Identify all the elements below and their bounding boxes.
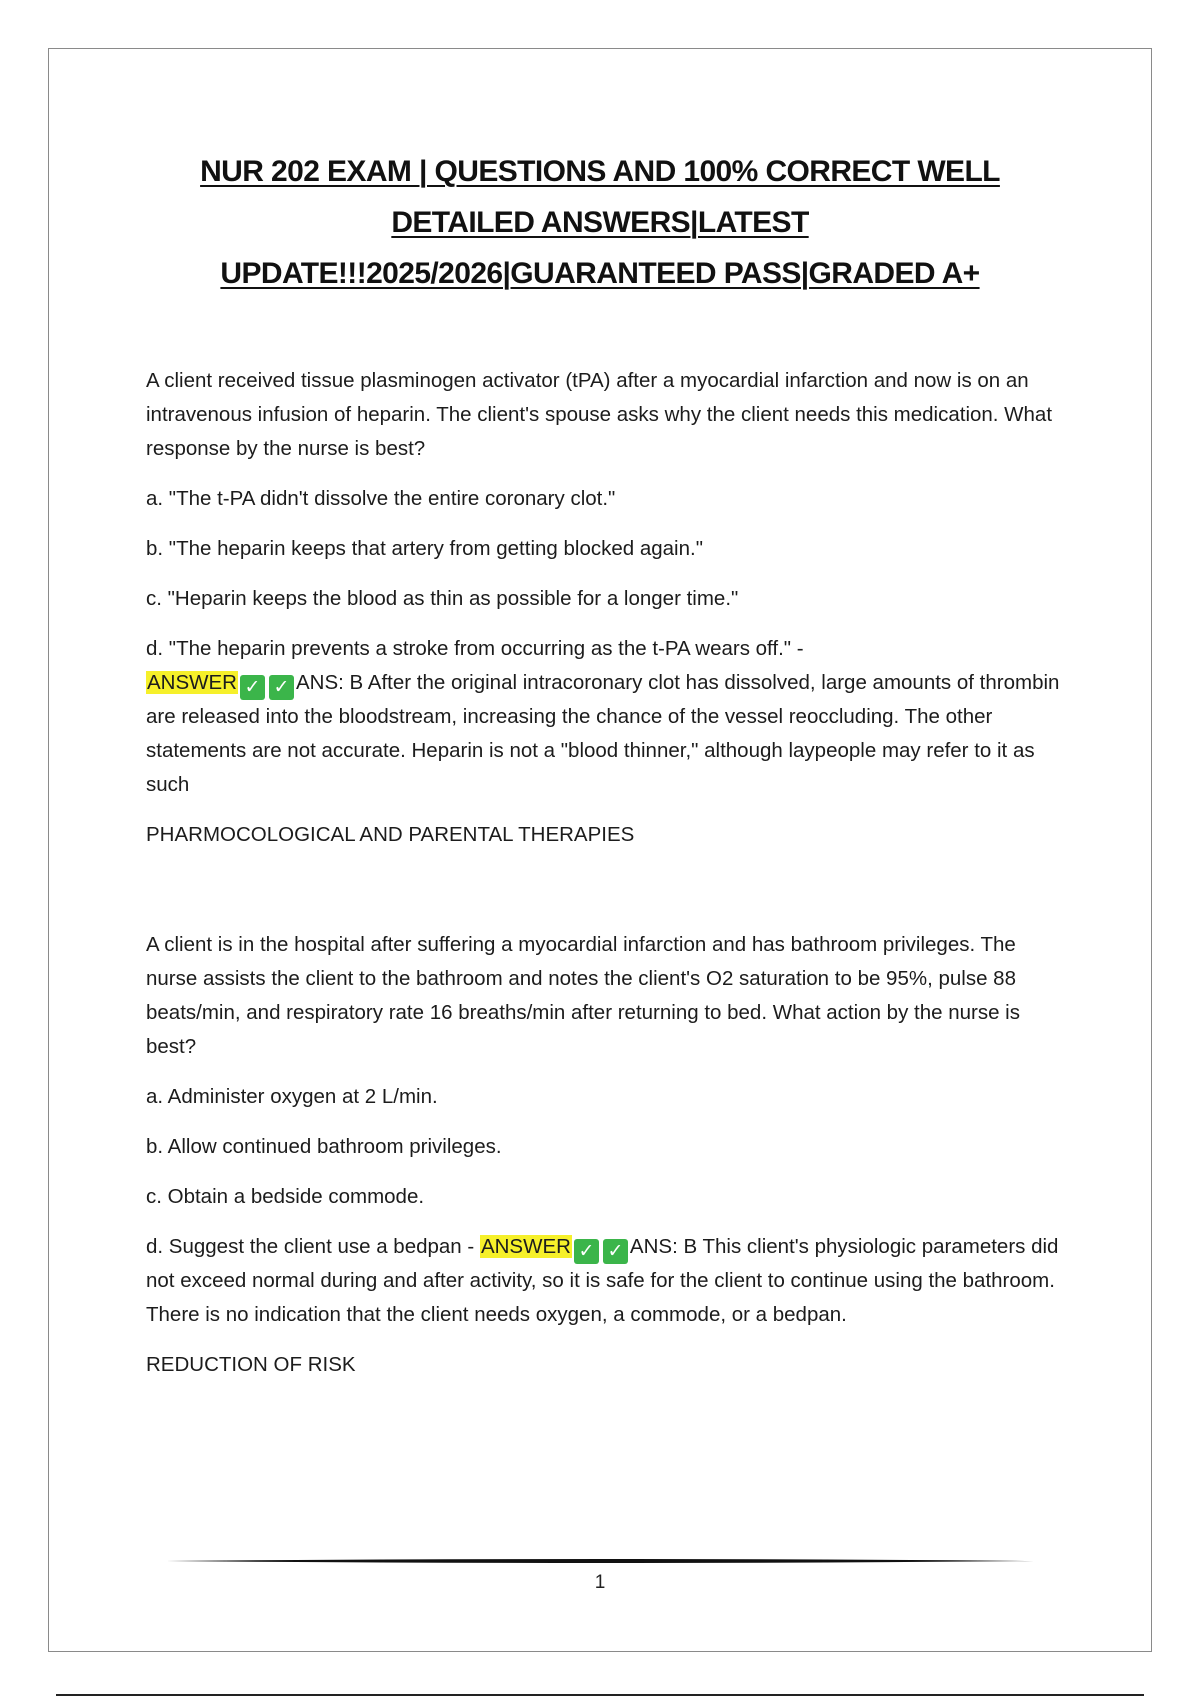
- check-mark-icon: ✓: [240, 675, 265, 700]
- answer-highlight: ANSWER: [480, 1235, 571, 1258]
- option-b: b. Allow continued bathroom privileges.: [146, 1135, 502, 1158]
- question-stem: A client is in the hospital after suffering a myocardial infarction and has bathroom privileges. The nurse assists the client to the bathroom and notes the client's O2 saturation to be 95%, pulse 88 beats/min, and respiratory rate 16 breaths/min after returning to bed. What action by the nurse is best?: [146, 933, 1020, 1058]
- check-mark-icon: ✓: [574, 1239, 599, 1264]
- option-a: a. "The t-PA didn't dissolve the entire coronary clot.": [146, 487, 616, 510]
- answer-rationale: ANS: B This client's physiologic parameters did not exceed normal during and after activity, so it is safe for the client to continue using the bathroom. There is no indication that the client needs oxygen, a commode, or a bedpan.: [146, 1235, 1059, 1326]
- option-d-with-answer: [146, 1230, 1066, 1332]
- option-c: c. Obtain a bedside commode.: [146, 1185, 425, 1208]
- category-label: PHARMOCOLOGICAL AND PARENTAL THERAPIES: [146, 823, 635, 846]
- option-d: d. Suggest the client use a bedpan -: [146, 1235, 475, 1258]
- footer-divider: [166, 1558, 1034, 1564]
- option-b: b. "The heparin keeps that artery from getting blocked again.": [146, 537, 703, 560]
- category-label: REDUCTION OF RISK: [146, 1353, 356, 1376]
- answer-highlight: ANSWER: [147, 671, 237, 694]
- option-c: c. "Heparin keeps the blood as thin as possible for a longer time.": [146, 587, 739, 610]
- page-bottom-rule: [56, 1694, 1144, 1696]
- option-d: d. "The heparin prevents a stroke from occurring as the t-PA wears off." -: [146, 637, 804, 660]
- title-line-2: DETAILED ANSWERS|LATEST: [391, 206, 809, 239]
- question-stem: A client received tissue plasminogen activator (tPA) after a myocardial infarction and now is on an intravenous infusion of heparin. The client's spouse asks why the client needs this medication. What response by the nurse is best?: [146, 369, 1053, 460]
- check-mark-icon: ✓: [603, 1239, 628, 1264]
- title-line-3: UPDATE!!!2025/2026|GUARANTEED PASS|GRADED A+: [220, 257, 980, 290]
- question-block-1: [146, 364, 1066, 868]
- title-line-1: NUR 202 EXAM | QUESTIONS AND 100% CORRECT WELL: [200, 155, 1000, 188]
- document-title: [150, 146, 1050, 299]
- option-d-with-answer: [146, 632, 1066, 802]
- option-a: a. Administer oxygen at 2 L/min.: [146, 1085, 438, 1108]
- answer-rationale: ANS: B After the original intracoronary clot has dissolved, large amounts of thrombin are released into the bloodstream, increasing the chance of the vessel reoccluding. The other statements are not accurate. Heparin is not a "blood thinner," although laypeople may refer to it as such: [146, 671, 1060, 796]
- page-number: 1: [594, 1572, 606, 1593]
- question-block-2: [146, 928, 1066, 1398]
- check-mark-icon: ✓: [269, 675, 294, 700]
